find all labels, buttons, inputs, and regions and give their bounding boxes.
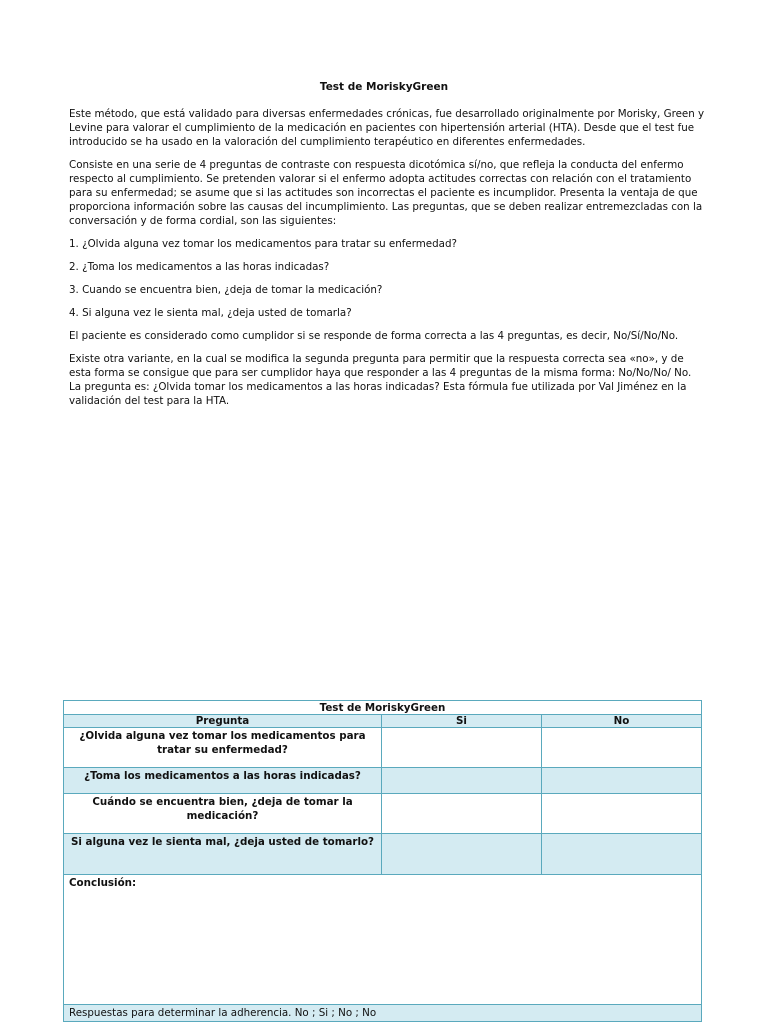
answer-no-cell-4[interactable]: [542, 834, 702, 875]
question-3: 3. Cuando se encuentra bien, ¿deja de tomar la medicación?: [69, 284, 383, 296]
answer-yes-cell-4[interactable]: [382, 834, 542, 875]
answer-no-cell-1[interactable]: [542, 728, 702, 768]
document-body: [69, 107, 705, 417]
table-row: [64, 768, 702, 794]
conclusion-cell[interactable]: [64, 875, 702, 1005]
morisky-green-table: [63, 700, 702, 1022]
document-title: Test de MoriskyGreen: [319, 81, 449, 93]
table-footer: Respuestas para determinar la adherencia. No ; Si ; No ; No: [64, 1005, 702, 1022]
row-question-1: ¿Olvida alguna vez tomar los medicamentos para tratar su enfermedad?: [64, 728, 382, 768]
paragraph-compliance: El paciente es considerado como cumplidor si se responde de forma correcta a las 4 preguntas, es decir, No/Sí/No/No.: [69, 330, 679, 342]
answer-no-cell-2[interactable]: [542, 768, 702, 794]
table-row: [64, 834, 702, 875]
row-question-2: ¿Toma los medicamentos a las horas indicadas?: [64, 768, 382, 794]
answer-yes-cell-1[interactable]: [382, 728, 542, 768]
answer-yes-cell-2[interactable]: [382, 768, 542, 794]
row-question-4: Si alguna vez le sienta mal, ¿deja usted de tomarlo?: [64, 834, 382, 875]
paragraph-description: Consiste en una serie de 4 preguntas de contraste con respuesta dicotómica sí/no, que refleja la conducta del enfermo respecto al cumplimiento. Se pretenden valorar si el enfermo adopta actitudes correctas con relación con el tratamiento para su enfermedad; se asume que si las actitudes son incorrectas el paciente es incumplidor. Presenta la ventaja de que proporciona información sobre las causas del incumplimiento. Las preguntas, que se deben realizar entremezcladas con la conversación y de forma cordial, son las siguientes:: [69, 159, 703, 227]
answer-yes-cell-3[interactable]: [382, 794, 542, 834]
paragraph-variant: Existe otra variante, en la cual se modifica la segunda pregunta para permitir que la respuesta correcta sea «no», y de esta forma se consigue que para ser cumplidor haya que responder a las 4 preguntas de la misma forma: No/No/No/ No. La pregunta es: ¿Olvida tomar los medicamentos a las horas indicadas? Esta fórmula fue utilizada por Val Jiménez en la validación del test para la HTA.: [69, 353, 692, 407]
question-1: 1. ¿Olvida alguna vez tomar los medicamentos para tratar su enfermedad?: [69, 238, 457, 250]
header-question: Pregunta: [64, 715, 382, 728]
paragraph-intro: Este método, que está validado para diversas enfermedades crónicas, fue desarrollado originalmente por Morisky, Green y Levine para valorar el cumplimiento de la medicación en pacientes con hipertensión arterial (HTA). Desde que el test fue introducido se ha usado en la valoración del cumplimiento terapéutico en diferentes enfermedades.: [69, 108, 705, 148]
table-row: [64, 794, 702, 834]
conclusion-label: Conclusión:: [69, 877, 137, 889]
question-2: 2. ¿Toma los medicamentos a las horas indicadas?: [69, 261, 330, 273]
header-no: No: [542, 715, 702, 728]
answer-no-cell-3[interactable]: [542, 794, 702, 834]
table-row: [64, 728, 702, 768]
question-4: 4. Si alguna vez le sienta mal, ¿deja usted de tomarla?: [69, 307, 352, 319]
table-title: Test de MoriskyGreen: [64, 701, 702, 715]
header-yes: Si: [382, 715, 542, 728]
row-question-3: Cuándo se encuentra bien, ¿deja de tomar la medicación?: [64, 794, 382, 834]
